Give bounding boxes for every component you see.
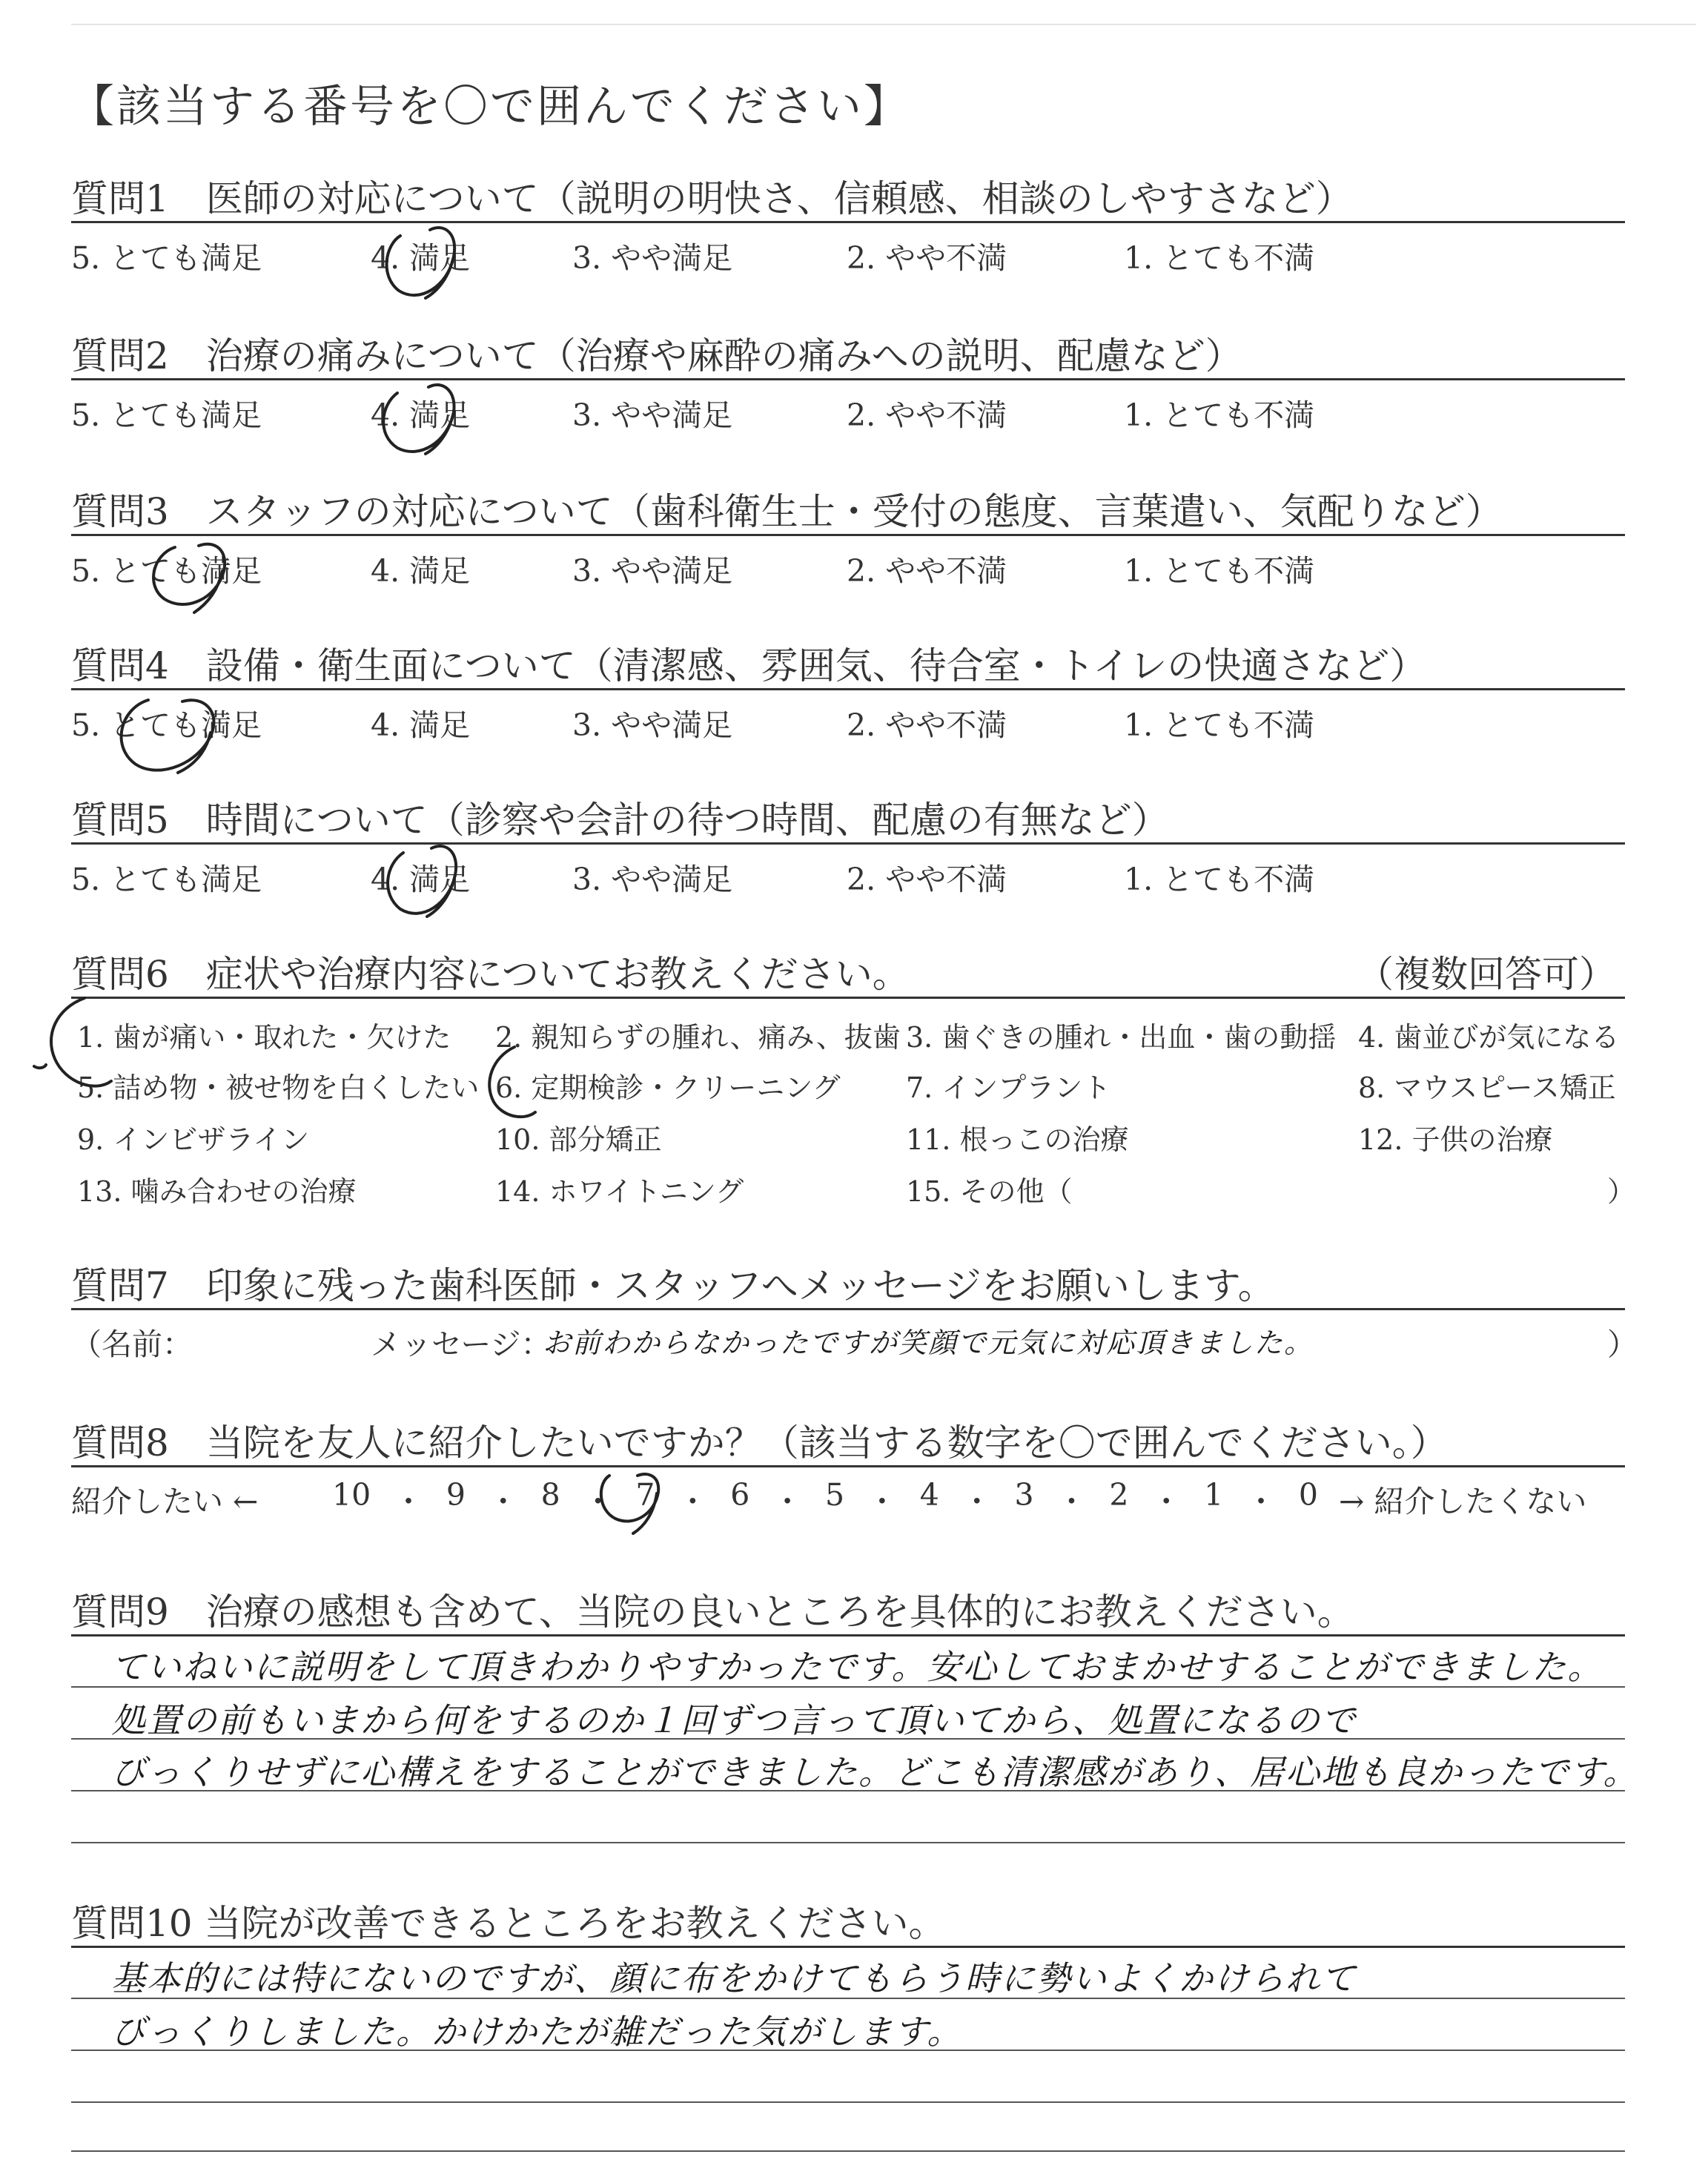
q5-option-4[interactable]: 4. 満足: [371, 862, 471, 897]
q3-option-3[interactable]: 3. やや満足: [572, 553, 733, 589]
question-8-rule: [71, 1465, 1625, 1467]
q7-message-handwritten[interactable]: お前わからなかったですが笑顔で元気に対応頂きました。: [543, 1327, 1314, 1359]
question-3-rule: [71, 534, 1625, 536]
q8-left-label: 紹介したい ←: [71, 1484, 259, 1519]
question-6-rule: [71, 997, 1625, 999]
top-border: [71, 24, 1696, 25]
q6-option-4[interactable]: 4. 歯並びが気になる: [1358, 1021, 1620, 1054]
q4-option-5[interactable]: 5. とても満足: [71, 707, 262, 743]
q8-dot: ・: [1245, 1484, 1277, 1519]
q3-option-1[interactable]: 1. とても不満: [1124, 553, 1315, 589]
q8-dot: ・: [1151, 1484, 1182, 1519]
q2-option-5[interactable]: 5. とても満足: [71, 397, 262, 433]
q1-option-1[interactable]: 1. とても不満: [1124, 240, 1315, 276]
q5-option-2[interactable]: 2. やや不満: [847, 862, 1007, 897]
q4-option-1[interactable]: 1. とても不満: [1124, 707, 1315, 743]
q8-dot: ・: [393, 1484, 424, 1519]
question-6-note: （複数回答可）: [1357, 953, 1616, 996]
question-1-title: 質問1 医師の対応について（説明の明快さ、信頼感、相談のしやすさなど）: [71, 177, 1353, 220]
question-4-title: 質問4 設備・衛生面について（清潔感、雰囲気、待合室・トイレの快適さなど）: [71, 644, 1427, 687]
q6-option-3[interactable]: 3. 歯ぐきの腫れ・出血・歯の動揺: [906, 1021, 1337, 1054]
q8-right-label: → 紹介したくない: [1339, 1484, 1587, 1519]
q1-option-5[interactable]: 5. とても満足: [71, 240, 262, 276]
question-2-rule: [71, 378, 1625, 380]
question-10-title: 質問10 当院が改善できるところをお教えください。: [71, 1902, 946, 1945]
q4-option-2[interactable]: 2. やや不満: [847, 707, 1007, 743]
question-4-rule: [71, 688, 1625, 690]
q8-dot: ・: [488, 1484, 519, 1519]
q7-message-label: メッセージ：: [371, 1327, 552, 1362]
question-9-title: 質問9 治療の感想も含めて、当院の良いところを具体的にお教えください。: [71, 1591, 1354, 1634]
q6-option-6[interactable]: 6. 定期検診・クリーニング: [495, 1071, 841, 1104]
question-8-title: 質問8 当院を友人に紹介したいですか？（該当する数字を〇で囲んでください。）: [71, 1421, 1448, 1464]
q6-option-14[interactable]: 14. ホワイトニング: [495, 1175, 744, 1208]
q4-option-4[interactable]: 4. 満足: [371, 707, 471, 743]
q10-answer-line-1[interactable]: 基本的には特にないのですが、顔に布をかけてもらう時に勢いよくかけられて: [111, 1958, 1357, 1998]
q8-scale-7[interactable]: 7: [635, 1477, 655, 1513]
q8-dot: ・: [772, 1484, 803, 1519]
question-3-title: 質問3 スタッフの対応について（歯科衛生士・受付の態度、言葉遣い、気配りなど）: [71, 490, 1503, 533]
q8-scale-10[interactable]: 10: [332, 1477, 371, 1513]
q6-option-11[interactable]: 11. 根っこの治療: [906, 1123, 1129, 1156]
q2-option-2[interactable]: 2. やや不満: [847, 397, 1007, 433]
answer-line: [71, 1842, 1625, 1843]
q9-answer-line-1[interactable]: ていねいに説明をして頂きわかりやすかったです。安心しておまかせすることができました。: [111, 1647, 1603, 1687]
q6-other-close-paren: ）: [1607, 1175, 1636, 1208]
q8-scale-6[interactable]: 6: [730, 1477, 750, 1513]
q3-option-2[interactable]: 2. やや不満: [847, 553, 1007, 589]
q6-option-9[interactable]: 9. インビザライン: [77, 1123, 310, 1156]
q8-dot: ・: [1056, 1484, 1087, 1519]
q4-option-3[interactable]: 3. やや満足: [572, 707, 733, 743]
form-header: 【該当する番号を〇で囲んでください】: [70, 81, 910, 133]
q8-dot: ・: [677, 1484, 708, 1519]
q3-option-5[interactable]: 5. とても満足: [71, 553, 262, 589]
q8-dot: ・: [961, 1484, 993, 1519]
question-2-title: 質問2 治療の痛みについて（治療や麻酔の痛みへの説明、配慮など）: [71, 334, 1242, 377]
question-7-rule: [71, 1308, 1625, 1310]
q6-option-2[interactable]: 2. 親知らずの腫れ、痛み、抜歯: [495, 1021, 901, 1054]
q2-option-1[interactable]: 1. とても不満: [1124, 397, 1315, 433]
q8-scale-8[interactable]: 8: [540, 1477, 560, 1513]
answer-line: [71, 2150, 1625, 2152]
q8-dot: ・: [583, 1484, 614, 1519]
q5-option-1[interactable]: 1. とても不満: [1124, 862, 1315, 897]
q5-option-5[interactable]: 5. とても満足: [71, 862, 262, 897]
q1-option-3[interactable]: 3. やや満足: [572, 240, 733, 276]
question-5-rule: [71, 842, 1625, 845]
question-6-title: 質問6 症状や治療内容についてお教えください。: [71, 953, 910, 996]
q1-option-4[interactable]: 4. 満足: [371, 240, 471, 276]
q8-scale-1[interactable]: 1: [1204, 1477, 1224, 1513]
q7-close-paren: ）: [1607, 1327, 1638, 1362]
q7-name-label: （名前：: [71, 1327, 193, 1362]
q6-option-13[interactable]: 13. 噛み合わせの治療: [77, 1175, 357, 1208]
question-1-rule: [71, 221, 1625, 223]
q8-scale-5[interactable]: 5: [824, 1477, 845, 1513]
q8-scale-9[interactable]: 9: [446, 1477, 466, 1513]
q6-option-7[interactable]: 7. インプラント: [906, 1071, 1111, 1104]
q6-option-10[interactable]: 10. 部分矯正: [495, 1123, 662, 1156]
q6-option-5[interactable]: 5. 詰め物・被せ物を白くしたい: [77, 1071, 480, 1104]
q8-scale-3[interactable]: 3: [1014, 1477, 1034, 1513]
q2-option-3[interactable]: 3. やや満足: [572, 397, 733, 433]
q3-option-4[interactable]: 4. 満足: [371, 553, 471, 589]
q8-scale-2[interactable]: 2: [1109, 1477, 1129, 1513]
q6-option-8[interactable]: 8. マウスピース矯正: [1358, 1071, 1616, 1104]
question-9-rule: [71, 1634, 1625, 1636]
q9-answer-line-3[interactable]: びっくりせずに心構えをすることができました。どこも清潔感があり、居心地も良かったです。: [111, 1752, 1639, 1792]
q8-scale-0[interactable]: 0: [1298, 1477, 1318, 1513]
q8-dot: ・: [867, 1484, 898, 1519]
question-10-rule: [71, 1946, 1625, 1948]
q6-option-12[interactable]: 12. 子供の治療: [1358, 1123, 1553, 1156]
question-5-title: 質問5 時間について（診察や会計の待つ時間、配慮の有無など）: [71, 799, 1169, 842]
q2-option-4[interactable]: 4. 満足: [371, 397, 471, 433]
answer-line: [71, 2101, 1625, 2103]
q1-option-2[interactable]: 2. やや不満: [847, 240, 1007, 276]
question-7-title: 質問7 印象に残った歯科医師・スタッフへメッセージをお願いします。: [71, 1264, 1275, 1307]
q5-option-3[interactable]: 3. やや満足: [572, 862, 733, 897]
q6-option-15[interactable]: 15. その他（: [906, 1175, 1073, 1208]
q8-scale-4[interactable]: 4: [919, 1477, 939, 1513]
q9-answer-line-2[interactable]: 処置の前もいまから何をするのか１回ずつ言って頂いてから、処置になるので: [111, 1700, 1357, 1740]
q6-option-1[interactable]: 1. 歯が痛い・取れた・欠けた: [77, 1021, 451, 1054]
q10-answer-line-2[interactable]: びっくりしました。かけかたが雑だった気がします。: [111, 2012, 963, 2052]
q8-scale: [332, 1477, 1318, 1521]
